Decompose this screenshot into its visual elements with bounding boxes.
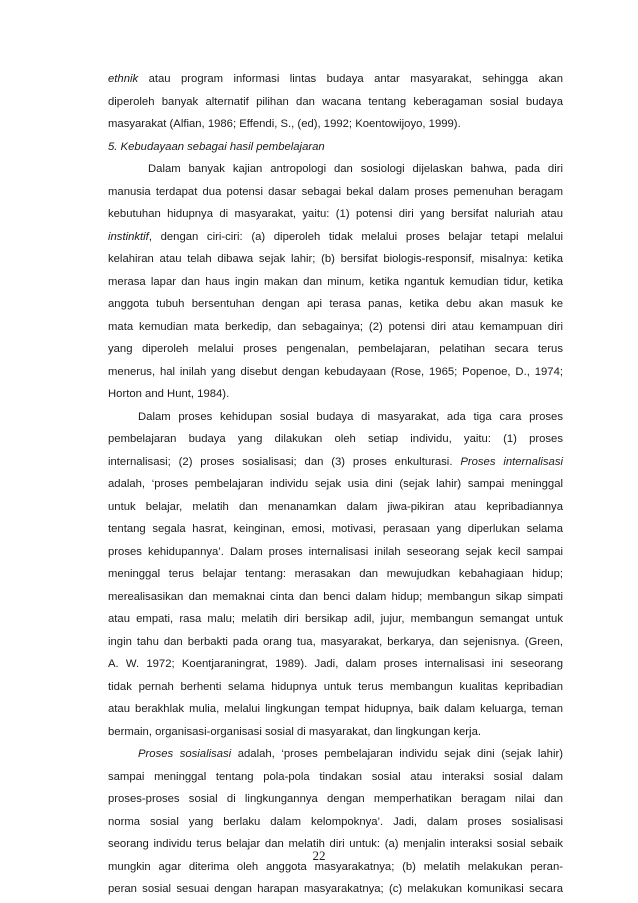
text-segment: atau program informasi lintas budaya antar masyarakat, sehingga akan	[138, 73, 563, 85]
text-line	[108, 631, 563, 654]
text-segment: seorang individu terus belajar dan melatih diri untuk: (a) menjalin interaksi sosial sebaik	[108, 838, 563, 850]
text-line	[108, 563, 563, 586]
text-line	[108, 676, 563, 699]
text-segment: untuk belajar, melatih dan menanamkan dalam jiwa-pikiran atau kepribadiannya	[108, 500, 563, 513]
text-segment: mata kemudian mata berkedip, dan sebagainya; (2) potensi diri atau kemampuan diri	[108, 320, 563, 333]
text-line	[108, 203, 563, 226]
text-segment: ingin tahu dan berbakti pada orang tua, masyarakat, berkarya, dan sejenisnya. (Green,	[108, 635, 563, 648]
italic-text: Proses sosialisasi	[138, 748, 232, 760]
text-segment: anggota tubuh bersentuhan dengan api terasa panas, ketika debu akan masuk ke	[108, 298, 563, 310]
text-line	[108, 383, 563, 406]
text-line	[108, 338, 563, 361]
text-line	[108, 68, 563, 91]
text-segment: atau empati, rasa malu; melatih diri bersikap adil, jujur, membangun semangat untuk	[108, 613, 563, 625]
text-segment: Horton and Hunt, 1984).	[108, 388, 230, 400]
text-segment: sampai meninggal tentang pola-pola tindakan sosial atau interaksi sosial dalam	[108, 770, 563, 783]
text-line	[108, 271, 563, 294]
text-segment: internalisasi; (2) proses sosialisasi; dan (3) proses enkulturasi.	[108, 455, 461, 468]
text-segment: proses kehidupannya’. Dalam proses internalisasi inilah seseorang sejak kecil sampai	[108, 545, 563, 558]
italic-text: Proses internalisasi	[460, 455, 563, 468]
text-line	[108, 361, 563, 384]
italic-text: instinktif	[108, 230, 149, 243]
text-line	[108, 451, 563, 474]
italic-text: ethnik	[108, 73, 139, 85]
text-line	[108, 428, 563, 451]
text-line	[108, 698, 563, 721]
text-line	[108, 91, 563, 114]
text-line	[108, 473, 563, 496]
text-segment: A. W. 1972; Koentjaraningrat, 1989). Jadi, dalam proses internalisasi ini seseorang	[108, 658, 563, 670]
text-segment: merealisasikan dan memaknai cinta dan benci dalam hidup; membangun sikap simpati	[108, 590, 563, 603]
text-segment: tidak pernah berhenti selama hidupnya untuk terus membangun kualitas kepribadian	[108, 680, 563, 693]
text-segment: merasa lapar dan haus ingin makan dan minum, ketika ngantuk kemudian tidur, ketika	[108, 275, 563, 288]
text-line	[108, 406, 563, 429]
text-segment: mungkin agar diterima oleh anggota masyarakatnya; (b) melatih melakukan peran-	[108, 860, 563, 873]
text-line	[108, 226, 563, 249]
text-segment: pembelajaran budaya yang dilakukan oleh setiap individu, yaitu: (1) proses	[108, 433, 563, 445]
text-segment: masyarakat (Alfian, 1986; Effendi, S., (ed), 1992; Koentowijoyo, 1999).	[108, 118, 461, 130]
text-line	[108, 743, 563, 766]
text-line	[108, 136, 563, 159]
text-segment: proses-proses sosial di lingkungannya dengan memperhatikan beragam nilai dan	[108, 793, 563, 805]
text-segment: adalah, ‘proses pembelajaran individu sejak dini (sejak lahir)	[231, 748, 563, 760]
text-segment: tentang segala hasrat, keinginan, emosi, motivasi, perasaan yang diperlukan selama	[108, 523, 563, 535]
text-segment: menerus, hal inilah yang disebut dengan kebudayaan (Rose, 1965; Popenoe, D., 1974;	[108, 365, 563, 378]
text-segment: meninggal terus belajar tentang: merasakan dan mewujudkan kebahagiaan hidup;	[108, 568, 563, 580]
text-line	[108, 608, 563, 631]
text-line	[108, 653, 563, 676]
italic-text: 5. Kebudayaan sebagai hasil pembelajaran	[108, 140, 325, 153]
text-segment: bermain, organisasi-organisasi sosial di masyarakat, dan lingkungan kerja.	[108, 725, 481, 738]
text-line	[108, 293, 563, 316]
text-segment: diperoleh banyak alternatif pilihan dan wacana tentang keberagaman sosial budaya	[108, 95, 563, 108]
text-line	[108, 158, 563, 181]
text-segment: , dengan ciri-ciri: (a) diperoleh tidak melalui proses belajar tetapi melalui	[148, 230, 563, 243]
text-line	[108, 878, 563, 901]
text-line	[108, 766, 563, 789]
text-segment: kebutuhan hidupnya di masyarakat, yaitu: (1) potensi diri yang bersifat naluriah atau	[108, 208, 563, 220]
text-segment: Dalam proses kehidupan sosial budaya di masyarakat, ada tiga cara proses	[138, 410, 563, 423]
text-segment: yang diperoleh melalui proses pengenalan, pembelajaran, pelatihan secara terus	[108, 343, 563, 355]
text-segment: peran sosial sesuai dengan harapan masyarakatnya; (c) melakukan komunikasi secara	[108, 883, 563, 895]
text-line	[108, 586, 563, 609]
text-line	[108, 248, 563, 271]
page-body	[108, 68, 563, 901]
text-segment: atau berakhlak mulia, melalui lingkungan tempat hidupnya, baik dalam keluarga, teman	[108, 703, 563, 715]
text-segment: norma sosial yang berlaku dalam kelompoknya’. Jadi, dalam proses sosialisasi	[108, 815, 563, 828]
text-line	[108, 788, 563, 811]
text-segment: Dalam banyak kajian antropologi dan sosiologi dijelaskan bahwa, pada diri	[148, 163, 563, 175]
text-segment: manusia terdapat dua potensi dasar sebagai bekal dalam proses pemenuhan beragam	[108, 185, 563, 198]
text-line	[108, 316, 563, 339]
text-line	[108, 811, 563, 834]
page-number: 22	[312, 848, 326, 863]
text-line	[108, 181, 563, 204]
text-line	[108, 113, 563, 136]
text-line	[108, 541, 563, 564]
text-segment: kelahiran atau telah dibawa sejak lahir; (b) bersifat biologis-responsif, misalnya: ketika	[108, 253, 563, 265]
text-line	[108, 496, 563, 519]
text-line	[108, 518, 563, 541]
text-segment: adalah, ‘proses pembelajaran individu sejak usia dini (sejak lahir) sampai meninggal	[108, 478, 563, 490]
text-line	[108, 721, 563, 744]
